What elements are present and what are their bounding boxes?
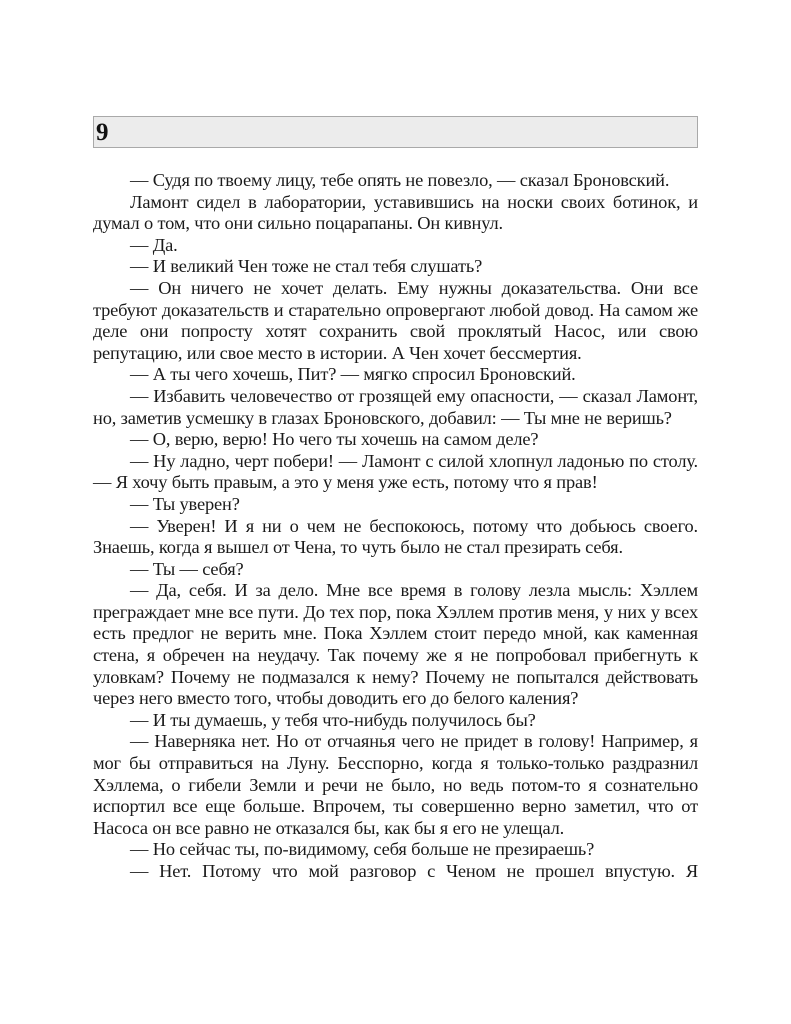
paragraph: — Да.	[130, 234, 178, 255]
paragraph: — О, верю, верю! Но чего ты хочешь на самом деле?	[130, 429, 539, 450]
paragraph: — Уверен! И я ни о чем не беспокоюсь, потому что добьюсь своего. Знаешь, когда я вышел от Чена, то чуть было не стал презирать себя.	[93, 515, 698, 558]
paragraph-continued: — Нет. Потому что мой разговор с Ченом не прошел впустую. Я	[130, 861, 698, 881]
paragraph: — И великий Чен тоже не стал тебя слушать?	[130, 256, 483, 277]
paragraph: Ламонт сидел в лаборатории, уставившись на носки своих ботинок, и думал о том, что они сильно поцарапаны. Он кивнул.	[93, 191, 698, 234]
paragraph: — Он ничего не хочет делать. Ему нужны доказательства. Они все требуют доказательств и старательно опровергают любой довод. На самом же деле они попросту хотят сохранить свой проклятый Насос, или свою репутацию, или свое место в истории. А Чен хочет бессмертия.	[93, 277, 698, 363]
paragraph: — И ты думаешь, у тебя что-нибудь получилось бы?	[130, 709, 536, 730]
chapter-heading-box	[93, 116, 698, 148]
paragraph: — Да, себя. И за дело. Мне все время в голову лезла мысль: Хэллем преграждает мне все пути. До тех пор, пока Хэллем против меня, у них у всех есть предлог не верить мне. Пока Хэллем стоит передо мной, как каменная стена, я обречен на неудачу. Так почему же я не попробовал прибегнуть к уловкам? Почему не подмазался к нему? Почему не попытался действовать через него вместо того, чтобы доводить его до белого каления?	[93, 580, 698, 709]
paragraph: — Наверняка нет. Но от отчаянья чего не придет в голову! Например, я мог бы отправиться на Луну. Бесспорно, когда я только-только раздразнил Хэллема, о гибели Земли и речи не было, но ведь потом-то я сознательно испортил все еще больше. Впрочем, ты совершенно верно заметил, что от Насоса он все равно не отказался бы, как бы я его не улещал.	[93, 731, 698, 838]
paragraph: — А ты чего хочешь, Пит? — мягко спросил Броновский.	[130, 364, 576, 385]
paragraph: — Но сейчас ты, по-видимому, себя больше не презираешь?	[130, 839, 595, 860]
paragraph: — Ну ладно, черт побери! — Ламонт с силой хлопнул ладонью по столу. — Я хочу быть правым, а это у меня уже есть, потому что я прав!	[93, 450, 698, 493]
paragraph: — Ты уверен?	[130, 493, 240, 514]
chapter-number: 9	[96, 119, 109, 146]
paragraph: — Ты — себя?	[130, 558, 244, 579]
paragraph: — Судя по твоему лицу, тебе опять не повезло, — сказал Броновский.	[130, 170, 670, 190]
paragraph: — Избавить человечество от грозящей ему опасности, — сказал Ламонт, но, заметив усмешку в глазах Броновского, добавил: — Ты мне не веришь?	[93, 385, 698, 428]
body-text	[93, 170, 698, 883]
